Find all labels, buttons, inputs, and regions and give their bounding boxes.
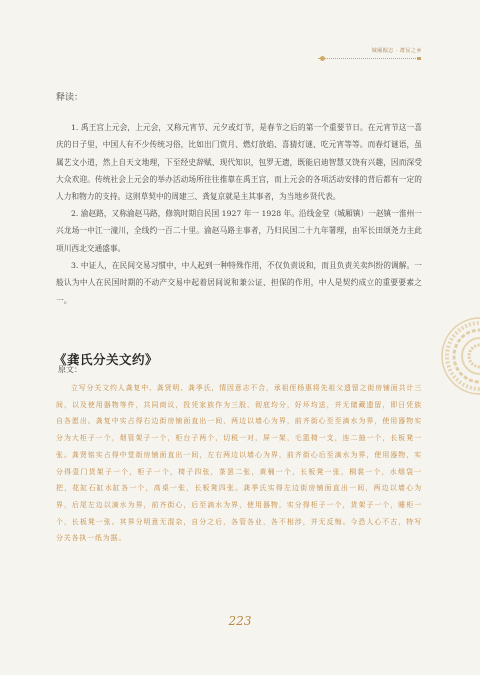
header-dot-icon xyxy=(320,56,325,61)
article-title: 《龚氏分关文约》 xyxy=(54,352,159,367)
note-paragraph-2: 2. 渝赵路，又称渝赵马路，修筑时期自民国 1927 年一 1928 年。沿线金堂（城厢镇）一赵镇一淮州一兴龙场一中江一潼川，全线约一百二十里。渝赵马路主事者，乃归民国二十九年署理，由军长田颂尧力主此项川西北交通盛事。 xyxy=(56,209,422,253)
note-paragraph-1: 1. 禹王宫上元会，上元会，又称元宵节、元夕或灯节，是春节之后的第一个重要节日。在元宵节这一喜庆的日子里，中国人有不少传统习俗，比如出门赏月、燃灯放焰、喜猜灯谜、吃元宵等等。而春灯谜语，虽属艺文小道，然上自天文地理，下至经史辞赋、现代知识，包罗无遗，既能启迪智慧又饶有兴趣，因而深受大众欢迎。传统社会上元会的举办活动场所往往推靠在禹王宫，而上元会的各项活动安排的背后都有一定的人力和物力的支持。这则草契中的周建三、龚复京就是主其事者，为当地乡贤代表。 xyxy=(56,123,422,202)
page-number: 223 xyxy=(228,614,252,628)
original-label: 原文： xyxy=(58,365,82,374)
notes-heading: 释读： xyxy=(56,93,84,103)
running-header: 城厢掘志 · 群民之乡 xyxy=(371,48,422,54)
note-paragraph-3: 3. 中证人，在民间交易习惯中，中人起到一种特殊作用，不仅负责说和，而且负责关卖纠纷的调解。一般认为中人在民国时期的不动产交易中起着居间说和兼公证、担保的作用，中人是契约成立的重要要素之一。 xyxy=(56,261,422,305)
original-text: 立写分关文约人龚复中、龚贤明、龚季氏，情因意志不合，承祖侄杨惠将先祖父遗留之街房铺面共计三间，以及使用器物等件，共同商议，投凭家族作为三股，彻底均分，好坏均送，并无储藏遗留，即日凭族自各愿出。龚复中实占得右边街房铺面直出一间，两边以墙心为界，前齐街心至至滴水为界，使用器物实分为大柜子一个，烟管架子一个，柜台子两个，切税一对，屏一架，毛篮椅一支，连二抽一个，长板凳一张。龚贤铭实占得中堂街房铺面直出一间，左右两边以墙心为界，前齐街心后至滴水为界，使用器物，实分得壹门货架子一个，柜子一个，椅子四张，茶罢二张，黄桶一个，长板凳一张，桐裳一个，水烟袋一把，花缸石缸水缸各一个，高桌一张，长板凳四张。龚季氏实得左边街房铺面直出一间，两边以墙心为界，后尾左边以滴水为界，前齐街心，后至滴水为界，使用器物，实分得柜子一个，货架子一个，睡柜一个，长板凳一张。其界分明意无混杂，自分之后，各管各业，各不相涉，并无反悔。今恐人心不古，特写分关各执一纸为据。 xyxy=(56,384,422,543)
header-rule-end xyxy=(417,57,421,60)
header-rule xyxy=(318,58,418,59)
decorative-medallion-icon xyxy=(440,316,480,396)
